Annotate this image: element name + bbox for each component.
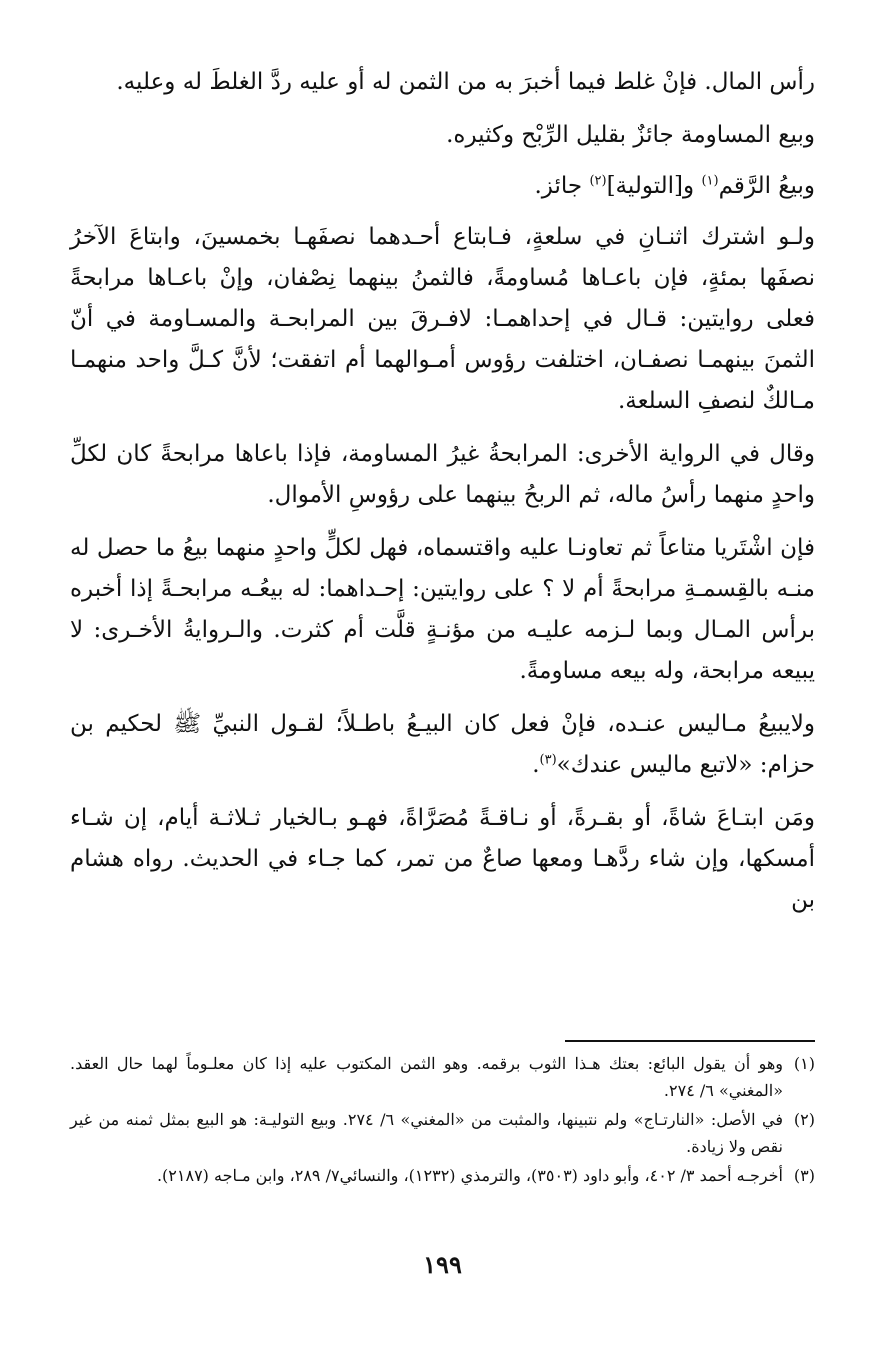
footnote-divider xyxy=(565,1040,815,1042)
footnote-number: (٣) xyxy=(793,1166,815,1185)
paragraph-5: وقال في الرواية الأخرى: المرابحةُ غيرُ المساومة، فإذا باعاها مرابحةً كان لكلِّ واحدٍ منهما رأسُ ماله، ثم الربحُ بينهما على رؤوسِ الأموال. xyxy=(70,441,815,508)
footnote-number: (١) xyxy=(793,1054,815,1073)
paragraph-3 xyxy=(70,166,815,207)
footnote-1 xyxy=(70,1050,815,1104)
main-text xyxy=(70,62,815,933)
paragraph-4: ولـو اشترك اثنـانِ في سلعةٍ، فـابتاع أحـدهما نصفَهـا بخمسينَ، وابتاعَ الآخرُ نصفَها بمئةٍ، فإن باعـاها مُساومةً، فالثمنُ بينهما نِصْفان، وإنْ باعـاها مرابحةً فعلى روايتين: قـال في إحداهمـا: لافـرقَ بين المرابحـة والمسـاومة في أنّ الثمنَ بينهمـا نصفـان، اختلفت رؤوس أمـوالهما أم اتفقت؛ لأنَّ كـلَّ واحد منهمـا مـالكٌ لنصفِ السلعة. xyxy=(70,224,815,414)
paragraph-1: رأس المال. فإنْ غلط فيما أخبرَ به من الثمن له أو عليه ردَّ الغلطَ له وعليه. xyxy=(116,69,815,95)
paragraph-6: فإن اشْتَريا متاعاً ثم تعاونـا عليه واقتسماه، فهل لكلٍّ واحدٍ منهما بيعُ ما حصل له منـه بالقِسمـةِ مرابحةً أم لا ؟ على روايتين: إحـداهما: له بيعُـه مرابحـةً إذا أخبره برأس المـال وبما لـزمه عليـه من مؤنـةٍ قلَّت أم كثرت. والـروايةُ الأخـرى: لا يبيعه مرابحة، وله بيعه مساومةً. xyxy=(70,535,815,684)
paragraph-7-part-a: ولايبيعُ مـاليس عنـده، فإنْ فعل كان البيـعُ باطـلاً؛ لقـول النبيِّ ﷺ لحكيم بن حزام: «لاتبع ماليس عندك» xyxy=(70,711,815,778)
paragraph-3-part-c: جائز. xyxy=(534,173,590,199)
footnote-text: وهو أن يقول البائع: بعتك هـذا الثوب برقمه. وهو الثمن المكتوب عليه إذا كان معلـوماً لهما حال العقد. «المغني» ٦/ ٢٧٤. xyxy=(70,1054,783,1100)
footnote-3 xyxy=(70,1162,815,1189)
footnote-text: في الأصل: «النارتـاج» ولم نتبينها، والمثبت من «المغني» ٦/ ٢٧٤. وبيع التوليـة: هو البيع بمثل ثمنه من غير نقص ولا زيادة. xyxy=(70,1110,783,1156)
footnote-2 xyxy=(70,1106,815,1160)
paragraph-2: وبيع المساومة جائزٌ بقليل الرِّبْح وكثيره. xyxy=(446,122,815,148)
footnote-text: أخرجـه أحمد ٣/ ٤٠٢، وأبو داود (٣٥٠٣)، والترمذي (١٢٣٢)، والنسائي٧/ ٢٨٩، وابن مـاجه (٢١٨٧). xyxy=(156,1166,783,1185)
paragraph-3-part-a: وبيعُ الرَّقم xyxy=(718,173,815,199)
paragraph-8: ومَن ابتـاعَ شاةً، أو بقـرةً، أو نـاقـةً مُصَرَّاةً، فهـو بـالخيار ثـلاثـة أيام، إن شـاء أمسكها، وإن شاء ردَّهـا ومعها صاعٌ من تمر، كما جـاء في الحديث. رواه هشام بن xyxy=(70,805,815,913)
paragraph-7-part-b: . xyxy=(532,752,540,778)
footnote-ref-3[interactable]: (٣) xyxy=(539,752,557,768)
footnote-ref-2[interactable]: (٢) xyxy=(589,173,607,189)
footnote-number: (٢) xyxy=(793,1110,815,1129)
paragraph-7 xyxy=(70,704,815,786)
footnotes xyxy=(70,1050,815,1191)
footnote-ref-1[interactable]: (١) xyxy=(701,173,719,189)
page-number: ١٩٩ xyxy=(423,1250,462,1279)
paragraph-3-part-b: و[التولية] xyxy=(606,173,702,199)
